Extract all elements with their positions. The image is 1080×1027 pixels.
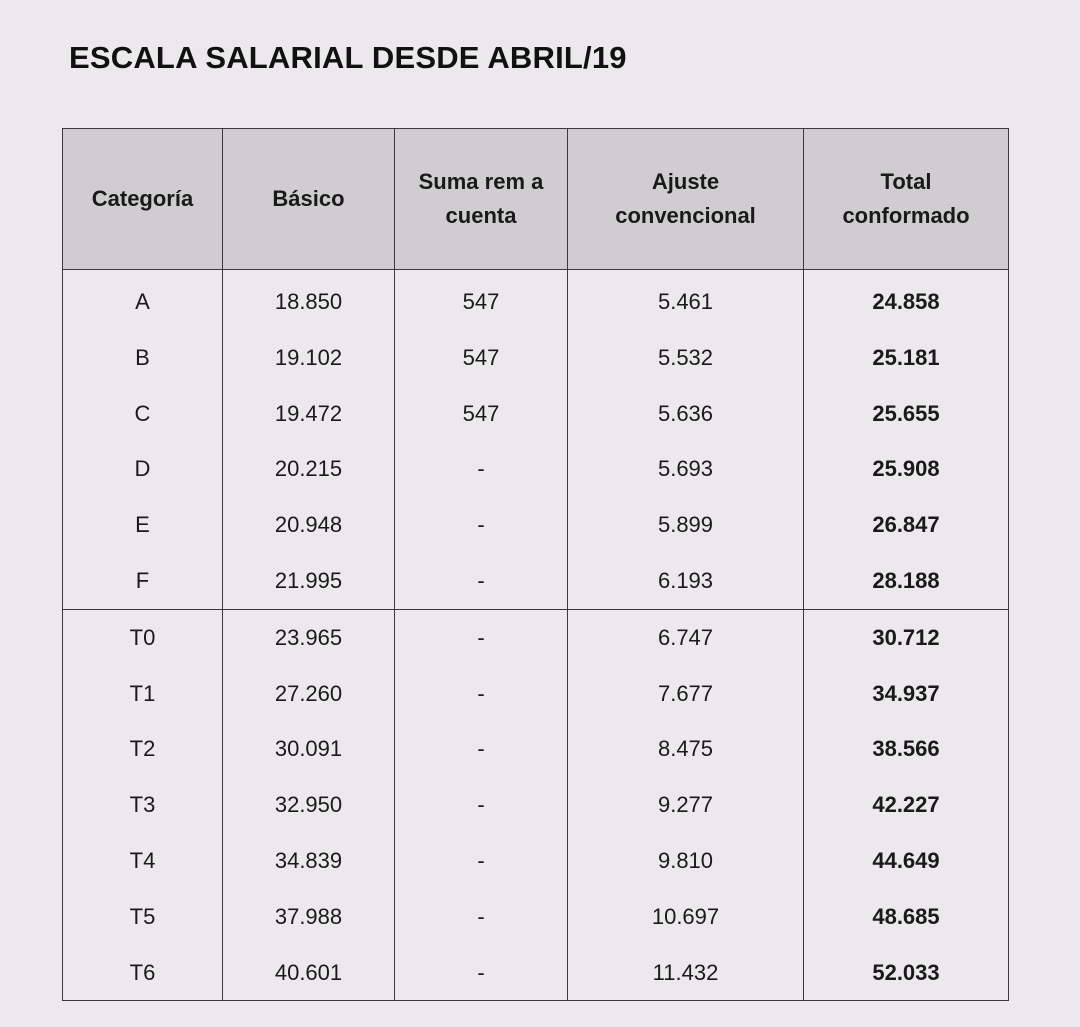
cell-categoria: T5 [63, 889, 223, 945]
table-row [63, 270, 1009, 330]
header-suma-rem [395, 129, 568, 270]
cell-suma-rem: - [395, 666, 568, 722]
cell-suma-rem: 547 [395, 270, 568, 330]
header-total-line2: conformado [842, 203, 970, 228]
cell-suma-rem: - [395, 945, 568, 1001]
cell-suma-rem: - [395, 497, 568, 553]
cell-basico: 27.260 [223, 666, 395, 722]
cell-suma-rem: - [395, 609, 568, 665]
header-row [63, 129, 1009, 270]
cell-ajuste: 5.693 [568, 441, 804, 497]
table-row [63, 945, 1009, 1001]
header-categoria [63, 129, 223, 270]
cell-ajuste: 11.432 [568, 945, 804, 1001]
table-row [63, 553, 1009, 609]
cell-suma-rem: - [395, 441, 568, 497]
cell-ajuste: 5.899 [568, 497, 804, 553]
cell-suma-rem: 547 [395, 330, 568, 386]
cell-categoria: T0 [63, 609, 223, 665]
cell-total: 25.655 [804, 386, 1009, 442]
cell-total: 28.188 [804, 553, 1009, 609]
header-total-line1: Total [880, 169, 932, 194]
header-categoria-label: Categoría [91, 186, 194, 211]
cell-categoria: F [63, 553, 223, 609]
cell-total: 24.858 [804, 270, 1009, 330]
cell-ajuste: 5.461 [568, 270, 804, 330]
cell-basico: 19.472 [223, 386, 395, 442]
cell-basico: 18.850 [223, 270, 395, 330]
table-row [63, 497, 1009, 553]
header-ajuste-line2: convencional [615, 203, 756, 228]
table-header [63, 129, 1009, 270]
cell-basico: 23.965 [223, 609, 395, 665]
cell-categoria: T3 [63, 777, 223, 833]
salary-table [62, 128, 1009, 1001]
table-row [63, 386, 1009, 442]
cell-categoria: B [63, 330, 223, 386]
cell-total: 42.227 [804, 777, 1009, 833]
cell-ajuste: 5.532 [568, 330, 804, 386]
cell-suma-rem: - [395, 889, 568, 945]
cell-total: 26.847 [804, 497, 1009, 553]
cell-basico: 32.950 [223, 777, 395, 833]
table-row [63, 777, 1009, 833]
table-row [63, 721, 1009, 777]
header-suma-rem-line2: cuenta [445, 203, 517, 228]
page-title: ESCALA SALARIAL DESDE ABRIL/19 [69, 40, 627, 75]
cell-total: 30.712 [804, 609, 1009, 665]
cell-categoria: T6 [63, 945, 223, 1001]
cell-total: 25.181 [804, 330, 1009, 386]
cell-categoria: C [63, 386, 223, 442]
cell-categoria: E [63, 497, 223, 553]
cell-basico: 21.995 [223, 553, 395, 609]
cell-basico: 20.948 [223, 497, 395, 553]
table-row [63, 833, 1009, 889]
cell-total: 38.566 [804, 721, 1009, 777]
table-row [63, 609, 1009, 665]
cell-ajuste: 7.677 [568, 666, 804, 722]
cell-basico: 40.601 [223, 945, 395, 1001]
table-row [63, 889, 1009, 945]
cell-categoria: T1 [63, 666, 223, 722]
header-suma-rem-line1: Suma rem a [418, 169, 544, 194]
cell-categoria: T2 [63, 721, 223, 777]
cell-ajuste: 6.193 [568, 553, 804, 609]
header-ajuste-line1: Ajuste [651, 169, 720, 194]
header-ajuste [568, 129, 804, 270]
cell-ajuste: 6.747 [568, 609, 804, 665]
cell-suma-rem: - [395, 553, 568, 609]
cell-suma-rem: - [395, 721, 568, 777]
cell-basico: 37.988 [223, 889, 395, 945]
cell-ajuste: 8.475 [568, 721, 804, 777]
table-body [63, 270, 1009, 1001]
cell-suma-rem: - [395, 833, 568, 889]
header-basico-label: Básico [272, 186, 345, 211]
cell-ajuste: 10.697 [568, 889, 804, 945]
cell-categoria: T4 [63, 833, 223, 889]
cell-ajuste: 9.810 [568, 833, 804, 889]
cell-suma-rem: - [395, 777, 568, 833]
cell-total: 44.649 [804, 833, 1009, 889]
header-basico [223, 129, 395, 270]
cell-categoria: A [63, 270, 223, 330]
cell-total: 48.685 [804, 889, 1009, 945]
cell-total: 52.033 [804, 945, 1009, 1001]
cell-total: 34.937 [804, 666, 1009, 722]
cell-total: 25.908 [804, 441, 1009, 497]
cell-suma-rem: 547 [395, 386, 568, 442]
cell-basico: 30.091 [223, 721, 395, 777]
cell-basico: 34.839 [223, 833, 395, 889]
cell-categoria: D [63, 441, 223, 497]
cell-basico: 20.215 [223, 441, 395, 497]
table-row [63, 666, 1009, 722]
cell-ajuste: 5.636 [568, 386, 804, 442]
header-total [804, 129, 1009, 270]
table-row [63, 441, 1009, 497]
table-row [63, 330, 1009, 386]
cell-ajuste: 9.277 [568, 777, 804, 833]
cell-basico: 19.102 [223, 330, 395, 386]
